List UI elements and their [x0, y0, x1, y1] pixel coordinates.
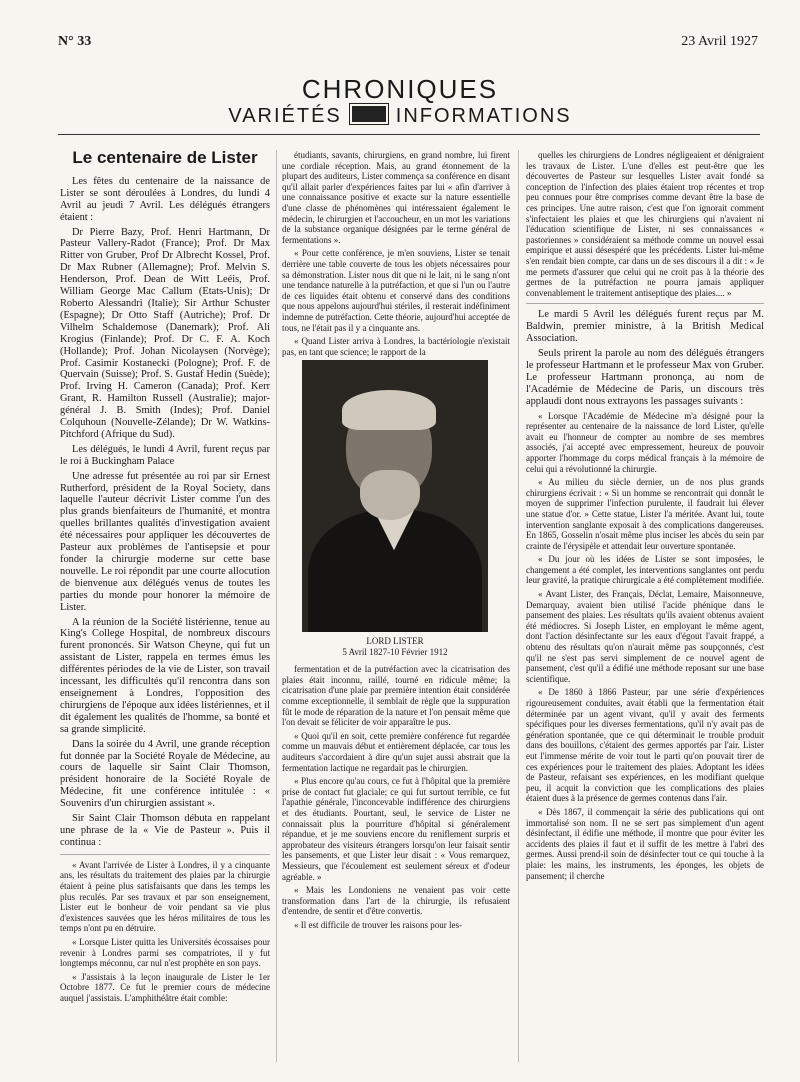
caption-name: LORD LISTER: [366, 636, 424, 647]
quote-paragraph: étudiants, savants, chirurgiens, en grand nombre, lui firent une cordiale réception. Mais, au grand étonnement de la plupart des auditeurs, Lister commença sa conférence en disant qu'il allait parler d'expériences faites par lui « afin d'arriver à une connaissance positive et exacte sur la nature essentielle d'une classe de phénomènes qui intéressaient également le médecin, le chirurgien et l'accoucheur, en un mot les variations de la substance organique désignées par le terme général de fermentations ».: [282, 150, 510, 245]
quote-paragraph: « Au milieu du siècle dernier, un de nos plus grands chirurgiens écrivait : « Si un homme se rencontrait qui donnât le moyen de supprimer l'infection purulente, il faudrait lui élever une statue d'or. » Cette statue, Lister l'a méritée. Avant lui, toute intervention sanglante exposait à des complications dangereuses. En 1865, Gosselin n'osait même plus inciser les abcès du sein par crainte de l'érysipèle et attendait leur ouverture spontanée.: [526, 477, 764, 551]
masthead-subtitle: [0, 104, 800, 128]
masthead-ornament-icon: [350, 104, 388, 124]
quote-paragraph: « Quoi qu'il en soit, cette première conférence fut regardée comme un mauvais début et entièrement déplacée, car tous les auditeurs s'accordaient à dire qu'un sujet aussi abstrait que la fermentation lactique ne regardait pas le chirurgien.: [282, 730, 510, 773]
quote-paragraph: « Lorsque l'Académie de Médecine m'a désigné pour la représenter au centenaire de la naissance de lord Lister, qu'elle avait eu l'honneur de compter au nombre de ses membres associés, j'ai accepté avec empressement, heureux de pouvoir apporter l'hommage du corps médical français à la mémoire de celui qui a révolutionné la chirurgie.: [526, 410, 764, 474]
separator: [526, 303, 764, 304]
quote-paragraph: « Il est difficile de trouver les raisons pour les-: [294, 919, 463, 930]
paragraph: Les délégués, le lundi 4 Avril, furent reçus par le roi à Buckingham Palace: [60, 443, 270, 467]
quote-paragraph: « Dès 1867, il commençait la série des publications qui ont immortalisé son nom. Il ne se sert pas simplement d'un agent désinfectant, il édifie une méthode, il montre que pour éviter les accidents des plaies il faut et il suffit de les mettre à l'abri des germes. Aussi prend-il soin de désinfecter tout ce qui touche à la plaie: les mains, les instruments, les éponges, les objets de pansement; il cherche: [526, 806, 764, 881]
portrait-beard: [360, 470, 420, 520]
separator: [60, 854, 270, 855]
column-rule-1: [276, 150, 277, 1062]
paragraph: A la réunion de la Société listérienne, tenue au King's College Hospital, de nombreux discours furent prononcés. Sir Watson Cheyne, qui fut un assistant de Lister, rappela en termes émus les différentes périodes de la vie de Lister, son travail incessant, les difficultés qu'il rencontra dans son enseignement à Londres, l'opposition des chirurgiens de l'époque aux idées listériennes, et il dit également les qualités de l'homme, sa bonté et sa grande simplicité.: [60, 616, 270, 735]
quote-paragraph: « J'assistais à la leçon inaugurale de Lister le 1er Octobre 1877. Ce fut le premier cours de médecine auquel j'assistais. L'amphithéâtre était comble:: [60, 971, 270, 1003]
portrait-hair: [342, 390, 436, 430]
paragraph: Une adresse fut présentée au roi par sir Ernest Rutherford, président de la Royal Society, dans laquelle l'auteur décrivit Lister comme l'un des plus grands bienfaiteurs de l'humanité, et montra quelles brillantes qualités d'investigation avaient été nécessaires pour appliquer les découvertes de Pasteur aux problèmes de l'antisepsie et pour fonder la chirurgie moderne sur cette base nouvelle. Le roi répondit par une courte allocution de bienvenue aux délégués venus de toutes les parties du monde pour honorer la mémoire de Lister.: [60, 470, 270, 613]
masthead-title: CHRONIQUES: [301, 74, 499, 104]
quote-paragraph: fermentation et de la putréfaction avec la cicatrisation des plaies était inconnu, raillé, tourné en ridicule même; la cicatrisation d'une plaie par première intention était considérée comme exceptionnelle, il semblait de règle que la suppuration fût le mode de réparation de la nature et l'on pensait même que l'on devait se féliciter de voir apparaître le pus.: [282, 664, 510, 728]
paragraph: Le mardi 5 Avril les délégués furent reçus par M. Baldwin, premier ministre, à la British Medical Association.: [526, 309, 764, 345]
issue-date: 23 Avril 1927: [681, 34, 758, 49]
paragraph: Seuls prirent la parole au nom des délégués étrangers le professeur Hartmann et le professeur Max von Gruber. Le professeur Hartmann prononça, au nom de l'Académie de Médecine de Paris, un discours très applaudi dont nous extrayons les passages suivants :: [526, 348, 764, 407]
paragraph: Dr Pierre Bazy, Prof. Henri Hartmann, Dr Pasteur Vallery-Radot (France); Prof. Dr Max Ritter von Gruber, Prof Dr Albrecht Kossel, Prof. Dr Max Rubner (Allemagne); Prof. Melvin S. Henderson, Prof. Dean de Witt Leéis, Prof. William George Mac Callum (Etats-Unis); Dr Roberto Alessandri (Italie); Sir Arthur Schuster (Espagne); Dr Otto Staff (Autriche); Prof. Dr Vilhelm Schaldemose (Danemark); Prof. Ali Krogius (Finlande); Prof. Dr C. F. A. Koch (Hollande); Prof. Johan Nicolaysen (Norvège); Prof. Casimir Kostanecki (Pologne); Prof. F. de Quervain (Suisse); Prof. S. Gustaf Hedin (Suède); Prof. Irving H. Cameron (Canada); Prof. Kerr Grant, R. Hamilton Russell (Australie); major-général J. B. Smith (Indes); Prof. Daniel Colquhoun (Nouvelle-Zélande); Dr W. Watkins-Pitchford (Afrique du Sud).: [60, 226, 270, 440]
column-rule-2: [518, 150, 519, 1062]
quote-paragraph: « Avant Lister, des Français, Déclat, Lemaire, Maisonneuve, Demarquay, avaient bien utilisé l'acide phénique dans le pansement des plaies. Les résultats qu'ils avaient obtenus avaient été médiocres. Si Joseph Lister, en employant le même agent, dont l'action désinfectante sur les eaux d'égout l'avait frappé, a obtenu des résultats qu'on n'aurait même pas soupçonnés, c'est qu'il ne s'est pas servi simplement de ce nouvel agent de pansement, c'est qu'il a édifié une méthode reposant sur une base scientifique.: [526, 589, 764, 684]
quote-paragraph: quelles les chirurgiens de Londres négligeaient et dénigraient les travaux de Lister. L'une d'elles est peut-être que les découvertes de Pasteur sur lesquelles Lister avait fondé sa conception de l'infection des plaies étaient trop récentes et trop peu connues pour être comprises comme devant être la base de ces principes. Une autre raison, c'est que l'on ignorait comment s'infectaient les plaies et que les chirurgiens qui n'avaient ni l'éducation scientifique de Lister, ni ses connaissances « pastoriennes » considéraient sa méthode comme un nouvel essai empirique et aussi désespéré que les précédents. Lister lui-même s'en rendait bien compte, car dans un de ses discours il a dit : « Je me permets d'assurer que celui qui ne croit pas à la théorie des germes de la putréfaction ne pourra jamais appliquer convenablement le traitement antiseptique des plaies.... »: [526, 150, 764, 298]
column-2: [282, 150, 510, 1064]
quote-paragraph: « Pour cette conférence, je m'en souviens, Lister se tenait derrière une table couverte de tous les objets nécessaires pour sa démonstration. Lister nous dit que ni le lait, ni le sang n'ont une tendance naturelle à la putréfaction, et que si l'un ou l'autre de ces liquides était obtenu et conservé dans des conditions que nous appelons aujourd'hui stériles, il resterait indéfiniment indemne de putréfaction. Cette théorie, aujourd'hui acceptée de tous, ne l'était pas il y a cinquante ans.: [282, 248, 510, 333]
paragraph: Sir Saint Clair Thomson débuta en rappelant une phrase de la « Vie de Pasteur ». Puis il continua :: [60, 813, 270, 848]
quote-paragraph: « Lorsque Lister quitta les Universités écossaises pour revenir à Londres parmi ses compatriotes, il y fut longtemps méconnu, car nul n'est prophète en son pays.: [60, 936, 270, 969]
header-rule: [58, 134, 760, 135]
quote-paragraph: « Mais les Londoniens ne venaient pas voir cette transformation dans l'art de la chirurgie, ils refusaient d'entendre, de sentir et d'être convertis.: [282, 885, 510, 917]
portrait-caption: [282, 636, 508, 658]
quote-paragraph: « Du jour où les idées de Lister se sont imposées, le changement a été complet, les interventions sanglantes ont perdu leur gravité, la pratique chirurgicale a été complètement modifiée.: [526, 554, 764, 586]
paragraph: Dans la soirée du 4 Avril, une grande réception fut donnée par la Société Royale de Médecine, au cours de laquelle sir Saint Clair Thomson, président honoraire de la Société Royale de Médecine, fit une conférence intitulée : « Souvenirs d'un chirurgien assistant ».: [60, 738, 270, 810]
caption-dates: 5 Avril 1827-10 Février 1912: [342, 647, 448, 658]
portrait: [282, 360, 508, 658]
quote-paragraph: « Plus encore qu'au cours, ce fut à l'hôpital que la première prise de contact fut glaciale; ce qui fut surtout terrible, ce fut l'apathie générale, l'inconcevable indifférence des chirurgiens et des étudiants. Pourtant, seul, le service de Lister ne connaissait plus la pourriture d'hôpital si généralement répandue, et je me souviens encore du reniflement surpris et approbateur des visiteurs étrangers lorsqu'on leur faisait sentir les pansements, et que Lister leur disait : « Vous remarquez, Messieurs, que l'écoulement est seulement séreux et d'odeur agréable. »: [282, 776, 510, 882]
paragraph: Les fêtes du centenaire de la naissance de Lister se sont déroulées à Londres, du lundi 4 Avril au jeudi 7 Avril. Les délégués étrangers étaient :: [60, 175, 270, 223]
portrait-photo: [302, 360, 488, 632]
masthead-varietes: VARIÉTÉS: [228, 105, 342, 127]
masthead-informations: INFORMATIONS: [395, 105, 572, 127]
quote-paragraph: « Quand Lister arriva à Londres, la bactériologie n'existait pas, en tant que science; le rapport de la: [282, 336, 510, 357]
quote-paragraph: « Avant l'arrivée de Lister à Londres, il y a cinquante ans, les résultats du traitement des plaies par la chirurgie étaient à peine plus satisfaisants que dans les temps les plus reculés. Par ses travaux et par son enseignement, Lister eut le bonheur de voir pendant sa vie plus d'existences sauvées que les héros militaires de tous les temps n'ont pu en détruire.: [60, 859, 270, 934]
quote-paragraph: « De 1860 à 1866 Pasteur, par une série d'expériences rigoureusement conduites, avait établi que la fermentation était déterminée par un agent vivant, qu'il y avait des ferments spécifiques pour les diverses fermentations, qu'il n'y avait pas de génération spontanée, que ce qui déterminait le trouble produit dans des bouillons, c'étaient des germes apportés par l'air. Lister eut l'immense mérite de voir tout le parti qu'on pouvait tirer de ces expériences pour le traitement des plaies. Adoptant les idées de Pasteur, refaisant ses expériences, en les modifiant quelque peu, il acquit la conviction que les complications des plaies étaient dues à la présence de germes contenus dans l'air.: [526, 687, 764, 804]
page-number: N° 33: [58, 34, 92, 49]
article-title: Le centenaire de Lister: [72, 150, 258, 167]
column-1: [60, 150, 270, 1064]
column-3: [526, 150, 764, 1064]
